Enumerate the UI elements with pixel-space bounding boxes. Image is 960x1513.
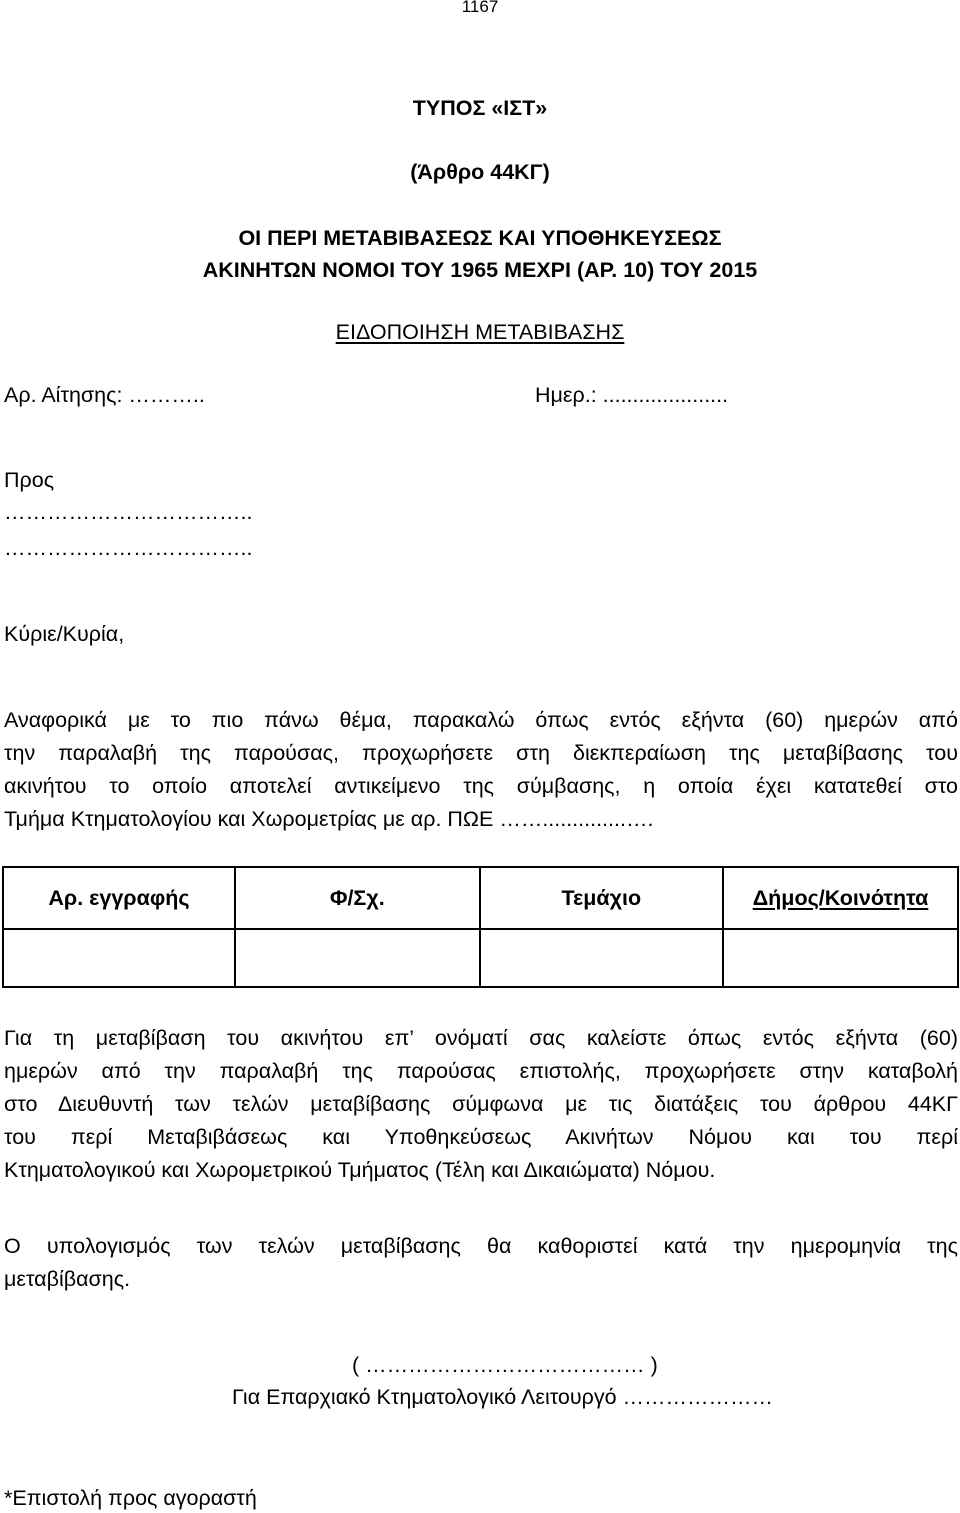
cell-plot — [480, 929, 723, 987]
table-header-row — [3, 867, 958, 929]
form-title: ΤΥΠΟΣ «ΙΣΤ» — [412, 96, 548, 120]
page-number: 1167 — [461, 0, 499, 16]
application-number-field: Αρ. Αίτησης: ……….. — [4, 383, 205, 407]
paragraph-line: ακινήτου το οποίο αποτελεί αντικείμενο της σύμβασης, η οποία έχει κατατεθεί στο — [4, 774, 958, 798]
salutation: Κύριε/Κυρία, — [4, 622, 125, 646]
paragraph-line: Αναφορικά με το πιο πάνω θέμα, παρακαλώ όπως εντός εξήντα (60) ημερών από — [4, 708, 958, 732]
signature-name-placeholder: ( ………………………………… ) — [352, 1353, 658, 1377]
paragraph-line: Τμήμα Κτηματολογίου και Χωρομετρίας με αρ. ΠΩΕ ……..............…. — [4, 807, 654, 831]
header-sheet-plan: Φ/Σχ. — [235, 867, 480, 929]
signature-role: Για Επαρχιακό Κτηματολογικό Λειτουργό ………………… — [232, 1385, 774, 1409]
notice-title: ΕΙΔΟΠΟΙΗΣΗ ΜΕΤΑΒΙΒΑΣΗΣ — [335, 320, 625, 344]
paragraph-line: του περί Μεταβιβάσεως και Υποθηκεύσεως Ακινήτων Νόμου και του περί — [4, 1125, 958, 1149]
header-registration-number: Αρ. εγγραφής — [3, 867, 235, 929]
date-field: Ημερ.: ..................... — [535, 383, 729, 407]
cell-registration-number — [3, 929, 235, 987]
paragraph-request — [4, 704, 958, 836]
paragraph-line: Κτηματολογικού και Χωρομετρικού Τμήματος (Τέλη και Δικαιώματα) Νόμου. — [4, 1158, 716, 1182]
property-table — [2, 866, 959, 988]
paragraph-fee-calculation — [4, 1230, 958, 1296]
law-title-line-1: ΟΙ ΠΕΡΙ ΜΕΤΑΒΙΒΑΣΕΩΣ ΚΑΙ ΥΠΟΘΗΚΕΥΣΕΩΣ — [238, 226, 722, 250]
paragraph-line: Για τη μεταβίβαση του ακινήτου επ’ ονόματί σας καλείστε όπως εντός εξήντα (60) — [4, 1026, 958, 1050]
article-reference: (Άρθρο 44ΚΓ) — [410, 160, 550, 184]
recipient-label: Προς — [4, 468, 55, 492]
paragraph-line: ημερών από την παραλαβή της παρούσας επιστολής, προχωρήσετε στην καταβολή — [4, 1059, 958, 1083]
header-plot: Τεμάχιο — [480, 867, 723, 929]
recipient-line-1: …………………………….. — [4, 500, 253, 524]
cell-sheet-plan — [235, 929, 480, 987]
paragraph-transfer-fees — [4, 1022, 958, 1187]
cell-municipality — [723, 929, 958, 987]
paragraph-line: Ο υπολογισμός των τελών μεταβίβασης θα καθοριστεί κατά την ημερομηνία της — [4, 1234, 958, 1258]
header-municipality: Δήμος/Κοινότητα — [723, 867, 958, 929]
table-row — [3, 929, 958, 987]
paragraph-line: την παραλαβή της παρούσας, προχωρήσετε στη διεκπεραίωση της μεταβίβασης του — [4, 741, 958, 765]
paragraph-line: μεταβίβασης. — [4, 1267, 131, 1291]
recipient-line-2: …………………………….. — [4, 536, 253, 560]
law-title-line-2: ΑΚΙΝΗΤΩΝ ΝΟΜΟΙ ΤΟΥ 1965 ΜΕΧΡΙ (ΑΡ. 10) ΤΟΥ 2015 — [202, 258, 758, 282]
footnote: *Επιστολή προς αγοραστή — [4, 1486, 257, 1510]
paragraph-line: στο Διευθυντή των τελών μεταβίβασης σύμφωνα με τις διατάξεις του άρθρου 44ΚΓ — [4, 1092, 958, 1116]
